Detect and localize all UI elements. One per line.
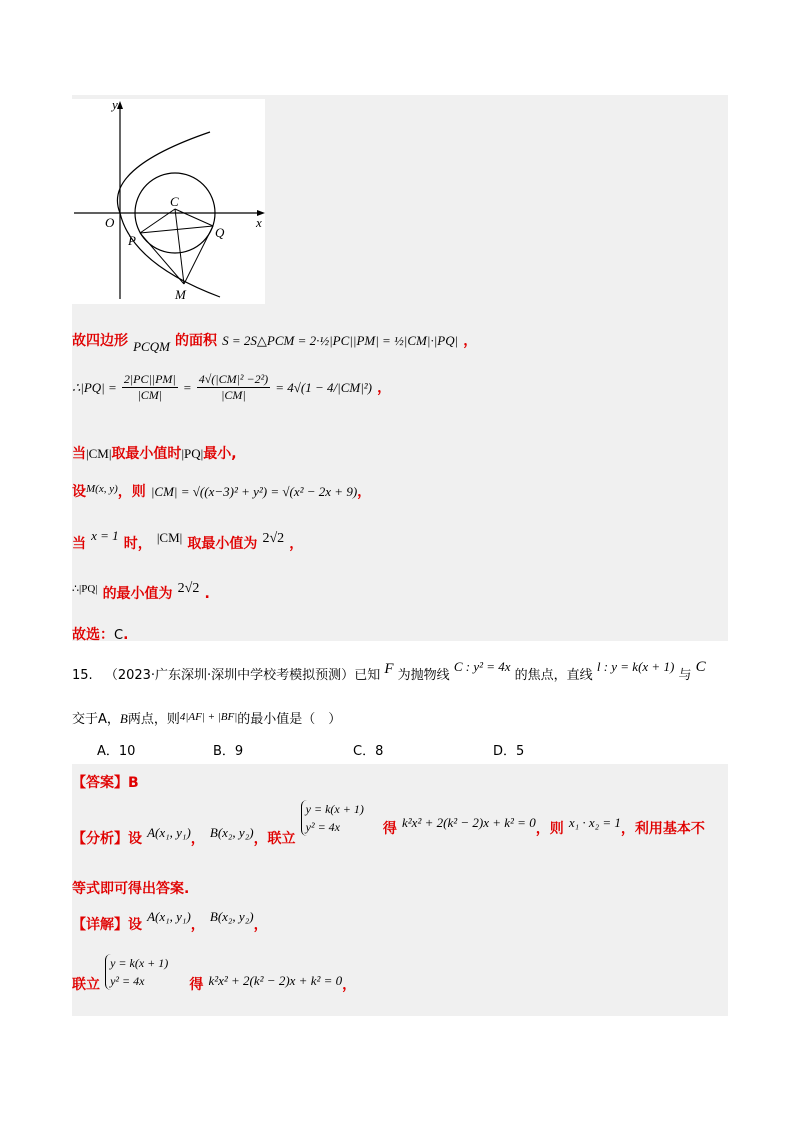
answer-label: 【答案】B [72, 775, 139, 791]
sol-text: 取最小值为 [187, 536, 258, 552]
cm-expr: |CM| [86, 446, 112, 461]
sol-line-min [72, 443, 237, 463]
sol-text: ，利用基本不 [620, 820, 705, 837]
frac1-num: 2|PC||PM| [123, 372, 176, 386]
curve-c: C [695, 659, 706, 675]
pq-expr: |PQ| [181, 446, 204, 461]
sol-line-choice [72, 624, 128, 644]
x-value: x = 1 [91, 528, 119, 543]
sol-punct: . [204, 586, 210, 602]
point-a-expr: A(x₁, y₁) [147, 824, 191, 840]
equation-system [301, 800, 364, 836]
eq-sign: = [182, 380, 192, 395]
sol-line-area [72, 330, 478, 354]
sol-text: 得 [382, 820, 397, 837]
q15-line2 [72, 708, 341, 727]
sol-text: 最小, [203, 446, 237, 462]
cm-expr: |CM| [156, 530, 183, 545]
sol-punct: . [123, 627, 129, 643]
option-a: A．10 [97, 744, 136, 759]
q-text: 与 [678, 668, 692, 683]
sol-line-result [72, 583, 210, 603]
sol-punct: ， [342, 976, 357, 993]
sol-text: 联立 [72, 976, 100, 993]
sol-text: 设 [72, 484, 86, 500]
line-eq: l : y = k(x + 1) [596, 659, 675, 674]
q-text: 的最小值是（ ） [237, 712, 342, 727]
point-b-expr: B(x₂, y₂) [209, 824, 254, 840]
sol-text: ，则 [117, 484, 146, 500]
point-q-label: Q [215, 225, 225, 240]
analysis-line [72, 800, 705, 847]
point-b-expr: B(x₂, y₂) [209, 909, 254, 924]
option-c: C．8 [353, 744, 384, 759]
sol-text: 故选： [72, 627, 114, 643]
detail-line [72, 906, 268, 933]
frac2-num: 4√(|CM|² −2²) [198, 372, 269, 386]
sol-punct: ， [190, 917, 205, 933]
question-source: （2023·广东深圳·深圳中学校考模拟预测） [104, 668, 355, 683]
system-eq-1: y = k(x + 1) [110, 956, 169, 970]
frac1-den: |CM| [137, 388, 163, 402]
q15-options [97, 740, 524, 759]
sol-punct: ， [377, 380, 392, 396]
area-formula: S = 2S△PCM = 2·½|PC||PM| = ½|CM|·|PQ| [222, 333, 459, 348]
sol-punct: ， [463, 333, 478, 349]
q15-line1 [72, 659, 706, 684]
sol-punct: ， [190, 830, 205, 847]
option-b: B．9 [213, 744, 244, 759]
point-c-label: C [170, 194, 179, 209]
sol-punct: ， [253, 917, 268, 933]
focus-f: F [384, 661, 394, 677]
quadratic-eq: k²x² + 2(k² − 2)x + k² = 0 [208, 972, 343, 988]
pq-lhs: ∴|PQ| = [72, 380, 117, 395]
sol-text: 时， [123, 536, 152, 552]
q-text: 为抛物线 [397, 668, 450, 683]
system-eq-2: y² = 4x [305, 820, 341, 834]
frac2-den: |CM| [221, 388, 246, 402]
product-eq: x₁ · x₂ = 1 [568, 814, 621, 830]
sol-text: 得 [189, 976, 204, 993]
pq-expr: ∴|PQ| [72, 583, 98, 595]
point-b: B [119, 711, 128, 726]
quadrilateral-name: PCQM [133, 339, 170, 354]
point-a-expr: A(x₁, y₁) [147, 909, 191, 924]
q-text: 的焦点，直线 [514, 668, 593, 683]
sol-text: 等式即可得出答案. [72, 881, 190, 897]
point-m-expr: M(x, y) [86, 483, 118, 495]
q-text: 交于A， [72, 712, 120, 727]
sol-text: 当 [72, 536, 86, 552]
parabola-eq: C : y² = 4x [453, 659, 511, 674]
origin-label: O [105, 215, 115, 230]
q-text: 已知 [354, 668, 381, 683]
sol-line-cm [72, 481, 371, 501]
question-number: 15. [72, 668, 93, 683]
equation-system-2 [105, 954, 168, 990]
q-text: 两点，则 [127, 712, 180, 727]
sol-text: 的面积 [175, 333, 218, 349]
point-m-label: M [175, 287, 186, 302]
sol-text: 当 [72, 446, 86, 462]
x-axis-label: x [256, 215, 262, 230]
sol-text: ，则 [535, 820, 564, 837]
lianli-line [72, 954, 357, 993]
detail-label: 【详解】设 [72, 917, 142, 933]
sol-text: 取最小值时 [111, 446, 182, 462]
analysis-label: 【分析】设 [72, 830, 142, 847]
y-axis-label: y [112, 99, 118, 112]
option-d: D．5 [493, 744, 525, 759]
min-value: 2√2 [177, 581, 200, 596]
sol-line-x1 [72, 528, 304, 553]
sol-text: ，联立 [253, 830, 296, 847]
analysis-line-2 [72, 878, 189, 898]
sol-punct: ， [289, 536, 304, 552]
cm-formula: |CM| = √((x−3)² + y²) = √(x² − 2x + 9) [150, 484, 358, 499]
quadratic-eq: k²x² + 2(k² − 2)x + k² = 0 [402, 814, 536, 830]
min-value: 2√2 [262, 531, 285, 546]
sol-text: 故四边形 [72, 333, 128, 349]
figure-svg [72, 99, 265, 304]
parabola-figure [72, 99, 265, 304]
choice-letter: C [114, 628, 124, 643]
sol-text: 的最小值为 [102, 586, 173, 602]
sol-punct: ， [357, 484, 372, 500]
pq-rhs: = 4√(1 − 4/|CM|²) [275, 380, 373, 395]
point-p-label: P [128, 233, 136, 248]
system-eq-1: y = k(x + 1) [305, 802, 364, 816]
sol-line-pq [72, 372, 391, 403]
answer-line [72, 772, 139, 792]
target-expr: 4|AF| + |BF| [179, 711, 238, 723]
system-eq-2: y² = 4x [110, 974, 145, 988]
